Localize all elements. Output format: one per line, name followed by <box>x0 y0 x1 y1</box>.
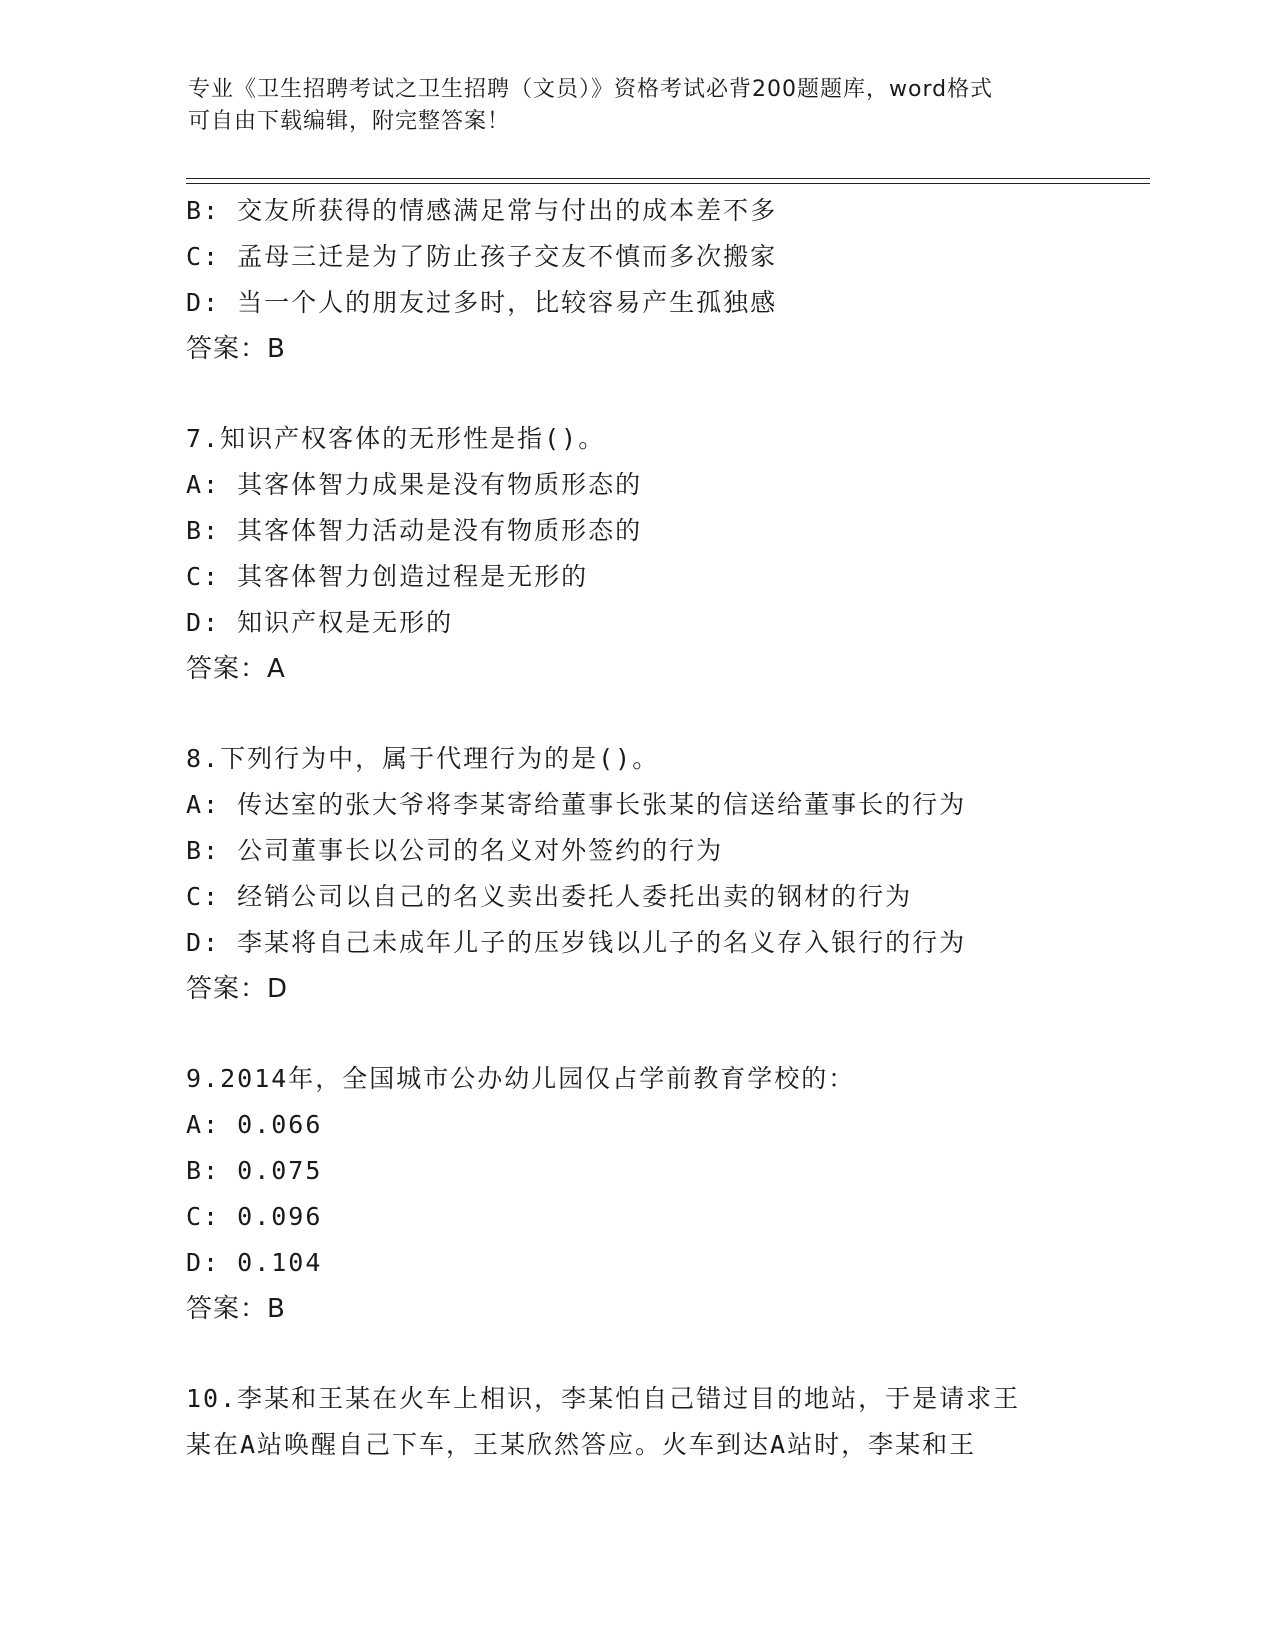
spacer <box>186 1332 1086 1376</box>
q9-option-c: C: 0.096 <box>186 1202 323 1231</box>
question-8 <box>186 736 1086 1012</box>
q7-stem: 7.知识产权客体的无形性是指()。 <box>186 424 606 453</box>
q9-option-d: D: 0.104 <box>186 1248 323 1277</box>
header-title-line-2: 可自由下载编辑，附完整答案！ <box>188 109 511 134</box>
header-title-line-1: 专业《卫生招聘考试之卫生招聘（文员）》资格考试必背200题题库，word格式 <box>188 77 994 102</box>
question-9 <box>186 1056 1086 1332</box>
q10-stem-line-2: 某在A站唤醒自己下车，王某欣然答应。火车到达A站时，李某和王 <box>186 1430 977 1459</box>
q8-stem: 8.下列行为中，属于代理行为的是()。 <box>186 744 660 773</box>
q9-option-a: A: 0.066 <box>186 1110 323 1139</box>
q10-stem-line-1: 10.李某和王某在火车上相识，李某怕自己错过目的地站，于是请求王 <box>186 1384 1021 1413</box>
question-6 <box>186 188 1086 372</box>
document-body <box>186 188 1086 1468</box>
q8-option-b: B: 公司董事长以公司的名义对外签约的行为 <box>186 836 724 865</box>
question-10 <box>186 1376 1086 1468</box>
q7-option-c: C: 其客体智力创造过程是无形的 <box>186 562 589 591</box>
q8-option-c: C: 经销公司以自己的名义卖出委托人委托出卖的钢材的行为 <box>186 882 913 911</box>
q9-option-b: B: 0.075 <box>186 1156 323 1185</box>
q8-option-a: A: 传达室的张大爷将李某寄给董事长张某的信送给董事长的行为 <box>186 790 967 819</box>
q6-answer: 答案：B <box>186 334 286 364</box>
header-rule-top <box>186 178 1150 179</box>
q6-option-c: C: 孟母三迁是为了防止孩子交友不慎而多次搬家 <box>186 242 778 271</box>
q7-option-b: B: 其客体智力活动是没有物质形态的 <box>186 516 643 545</box>
question-7 <box>186 416 1086 692</box>
q6-option-d: D: 当一个人的朋友过多时，比较容易产生孤独感 <box>186 288 778 317</box>
document-header <box>188 74 1088 138</box>
q7-option-d: D: 知识产权是无形的 <box>186 608 454 637</box>
spacer <box>186 372 1086 416</box>
q9-stem: 9.2014年，全国城市公办幼儿园仅占学前教育学校的： <box>186 1064 856 1093</box>
header-rule-bottom <box>186 183 1150 184</box>
spacer <box>186 1012 1086 1056</box>
q9-answer: 答案：B <box>186 1294 286 1324</box>
q6-option-b: B: 交友所获得的情感满足常与付出的成本差不多 <box>186 196 778 225</box>
q7-option-a: A: 其客体智力成果是没有物质形态的 <box>186 470 643 499</box>
spacer <box>186 692 1086 736</box>
q8-answer: 答案：D <box>186 974 289 1004</box>
q8-option-d: D: 李某将自己未成年儿子的压岁钱以儿子的名义存入银行的行为 <box>186 928 967 957</box>
q7-answer: 答案：A <box>186 654 286 684</box>
